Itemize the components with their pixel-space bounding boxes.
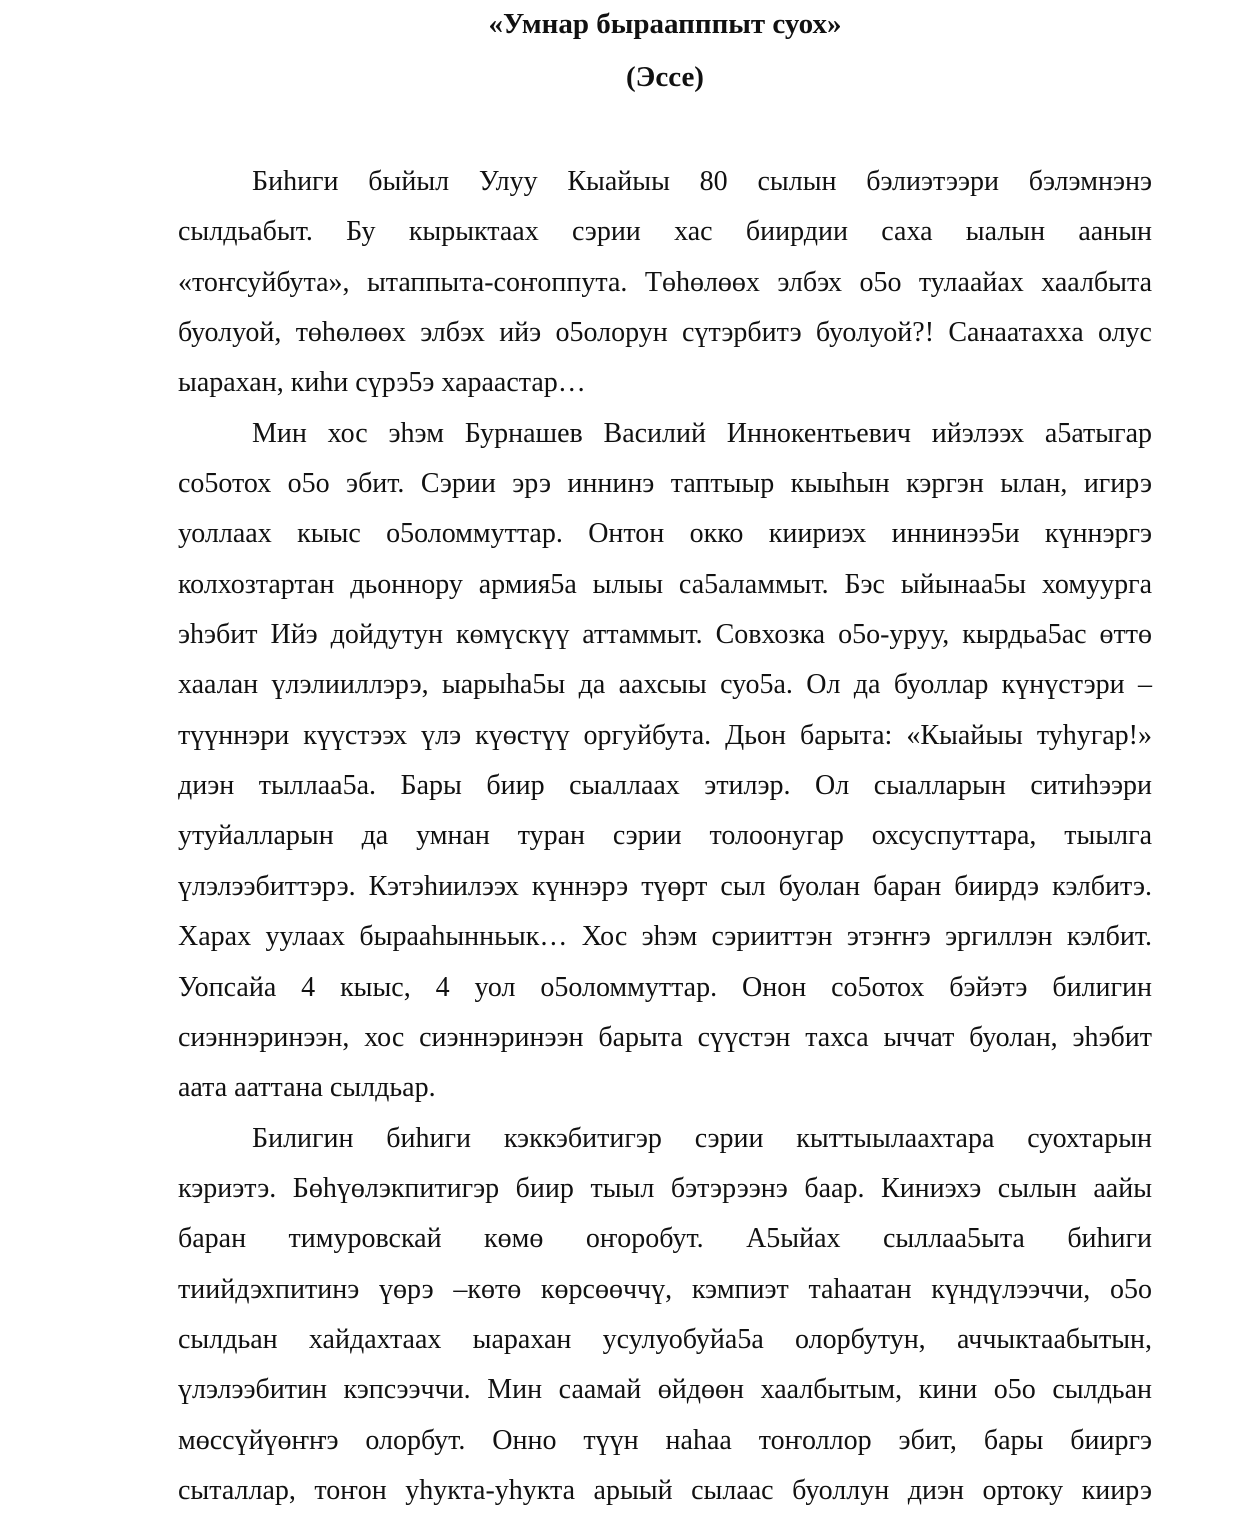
text-line: ыарахан, киhи сүрэ5э хараастар…	[178, 367, 586, 399]
essay-subtitle: (Эссе)	[626, 61, 704, 93]
text-line: эhэбит Ийэ дойдутун көмүскүү аттаммыт. Совхозка о5о-уруу, кырдьа5ас өттө	[178, 619, 1152, 651]
text-line: «тоҥсуйбута», ытаппыта-соҥоппута. Төhөлөөх элбэх о5о тулаайах хаалбыта	[178, 266, 1152, 298]
text-line: сылдьабыт. Бу кырыктаах сэрии хас биирдии саха ыалын аанын	[178, 216, 1152, 248]
text-line: хаалан үлэлииллэрэ, ыарыhа5ы да аахсыы суо5а. Ол да буоллар күнүстэри –	[178, 669, 1152, 701]
text-line: Харах уулаах бырааhынньык… Хос эhэм сэрииттэн этэҥҥэ эргиллэн кэлбит.	[178, 921, 1152, 953]
text-line: түүннэри күүстээх үлэ күөстүү оргуйбута. Дьон барыта: «Кыайыы туhугар!»	[178, 719, 1152, 751]
text-line: үлэлээбиттэрэ. Кэтэhиилээх күннэрэ түөрт сыл буолан баран биирдэ кэлбитэ.	[178, 870, 1152, 902]
paragraph-1	[178, 162, 1152, 414]
text-line: колхозтартан дьоннору армия5а ылыы са5аламмыт. Бэс ыйынаа5ы хомуурга	[178, 568, 1152, 600]
text-line: аата ааттана сылдьар.	[178, 1072, 436, 1104]
text-line: уоллаах кыыс о5оломмуттар. Онтон окко киириэх иннинээ5и күннэргэ	[178, 518, 1152, 550]
text-line: Уопсайа 4 кыыс, 4 уол о5оломмуттар. Онон со5отох бэйэтэ билигин	[178, 971, 1152, 1003]
essay-title: «Умнар быраапппыт суох»	[488, 8, 842, 40]
text-line: Мин хос эhэм Бурнашев Василий Иннокентьевич ийэлээх а5атыгар	[252, 417, 1152, 449]
text-line: баран тимуровскай көмө оҥоробут. А5ыйах сыллаа5ыта биhиги	[178, 1223, 1152, 1255]
text-line: сиэннэринээн, хос сиэннэринээн барыта сүүстэн тахса ыччат буолан, эhэбит	[178, 1021, 1152, 1053]
text-line: утуйалларын да умнан туран сэрии толоонугар охсуспуттара, тыылга	[178, 820, 1152, 852]
paragraph-3	[178, 1119, 1152, 1521]
text-line: диэн тыллаа5а. Бары биир сыаллаах этилэр. Ол сыалларын ситиhээри	[178, 770, 1152, 802]
text-line: сыталлар, тоҥон уhукта-уhукта арыый сылаас буоллун диэн ортоку киирэ	[178, 1474, 1152, 1506]
text-line: тиийдэхпитинэ үөрэ –көтө көрсөөччү, кэмпиэт таhаатан күндүлээччи, о5о	[178, 1273, 1152, 1305]
text-line: Билигин биhиги кэккэбитигэр сэрии кыттыылаахтара суохтарын	[252, 1122, 1152, 1154]
text-line: буолуой, төhөлөөх элбэх ийэ о5олорун сүтэрбитэ буолуой?! Санаатахха олус	[178, 317, 1152, 349]
text-line: кэриэтэ. Бөhүөлэкпитигэр биир тыыл бэтэрээнэ баар. Киниэхэ сылын аайы	[178, 1172, 1152, 1204]
paragraph-2	[178, 414, 1152, 1119]
essay-body	[178, 162, 1152, 1521]
text-line: сылдьан хайдахтаах ыарахан усулуобуйа5а олорбутун, аччыктаабытын,	[178, 1323, 1152, 1355]
text-line: үлэлээбитин кэпсээччи. Мин саамай өйдөөн хаалбытым, кини о5о сылдьан	[178, 1374, 1152, 1406]
text-line: Биhиги быйыл Улуу Кыайыы 80 сылын бэлиэтээри бэлэмнэнэ	[252, 166, 1152, 197]
text-line: мөссүйүөҥҥэ олорбут. Онно түүн наhаа тоҥоллор эбит, бары бииргэ	[178, 1424, 1152, 1456]
text-line: со5отох о5о эбит. Сэрии эрэ иннинэ таптыыр кыыhын кэргэн ылан, игирэ	[178, 468, 1152, 500]
